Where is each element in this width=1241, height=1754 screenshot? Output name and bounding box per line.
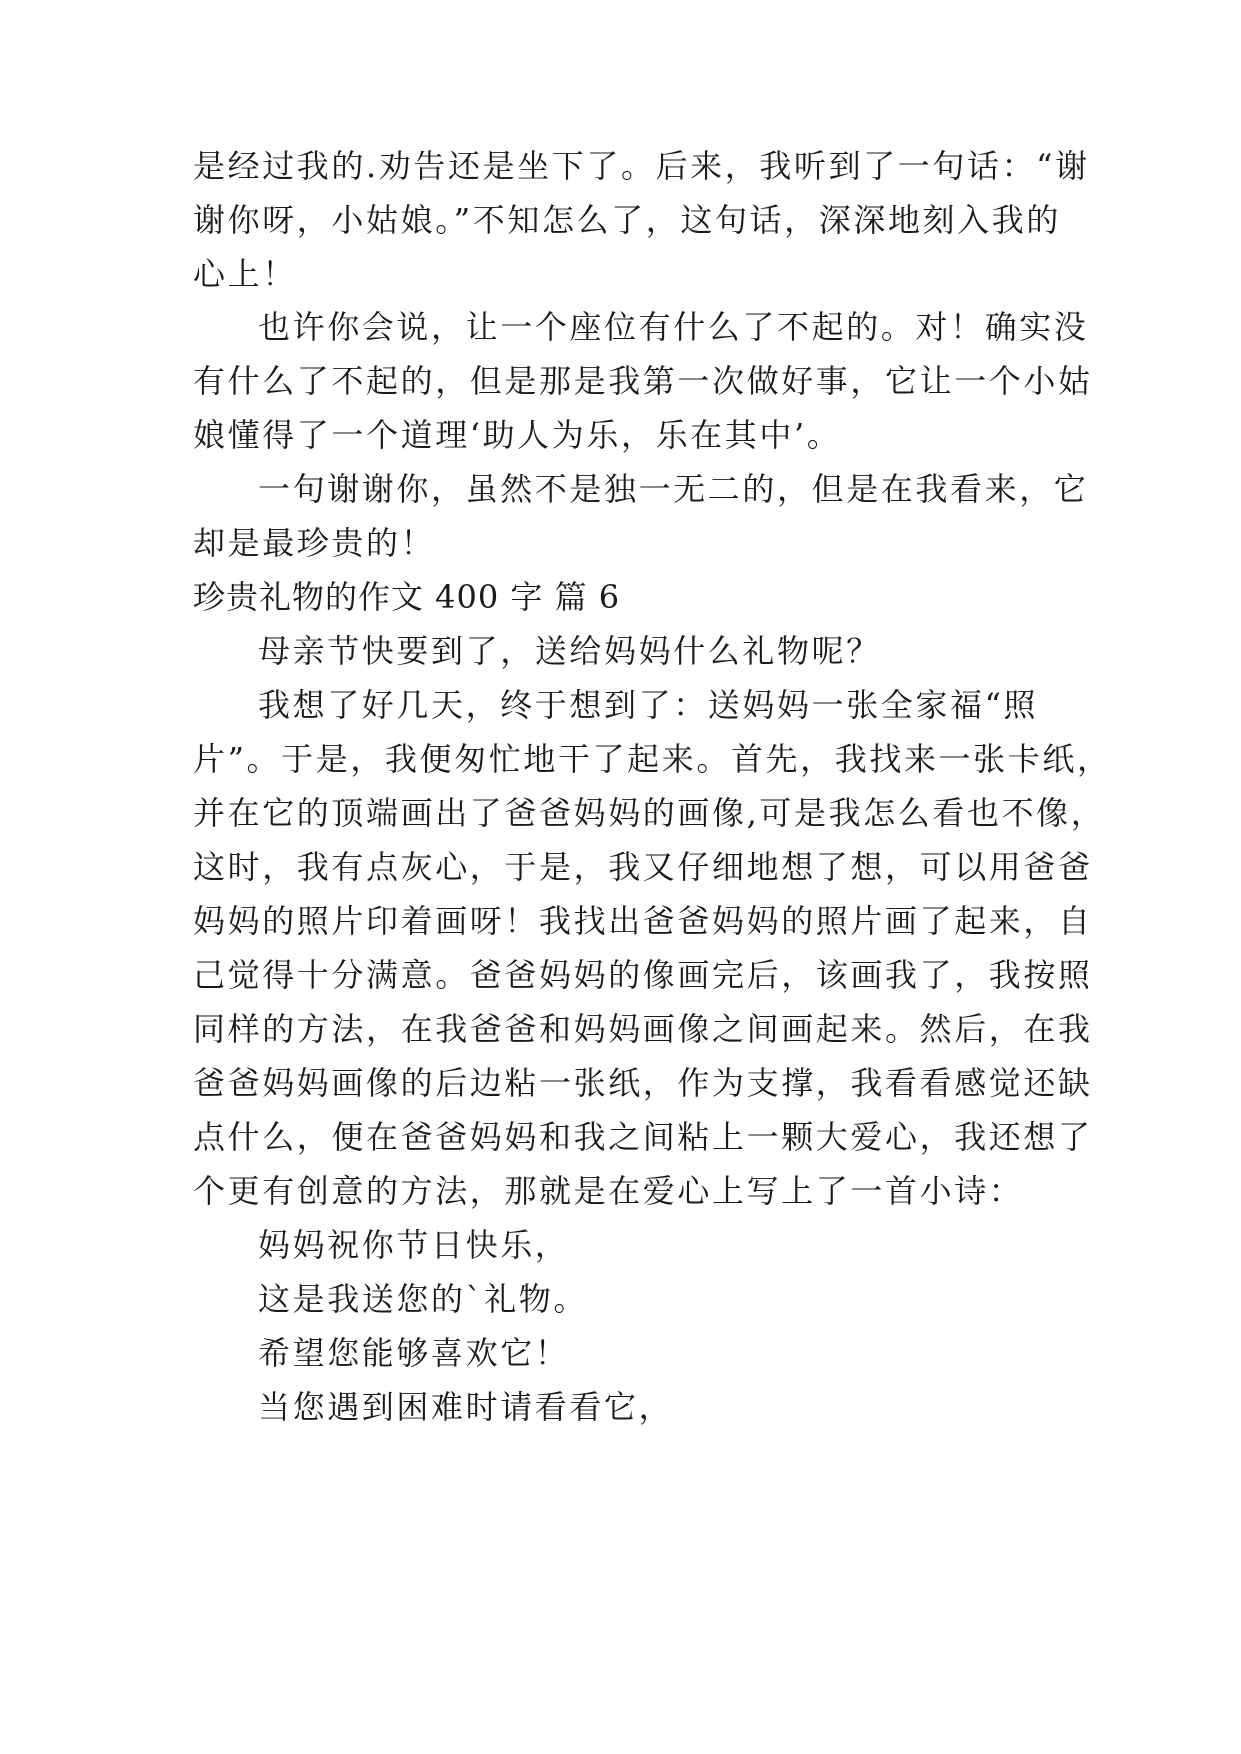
paragraph-line: 点什么，便在爸爸妈妈和我之间粘上一颗大爱心，我还想了 [193, 1118, 1093, 1156]
poem-line: 这是我送您的`礼物。 [258, 1280, 589, 1318]
paragraph-line: 一句谢谢你，虽然不是独一无二的，但是在我看来，它 [258, 470, 1089, 508]
paragraph-line: 母亲节快要到了，送给妈妈什么礼物呢？ [258, 632, 881, 670]
paragraph-line: 也许你会说，让一个座位有什么了不起的。对！确实没 [258, 308, 1089, 346]
paragraph-line: 己觉得十分满意。爸爸妈妈的像画完后，该画我了，我按照 [193, 956, 1093, 994]
paragraph-line: 片”。于是，我便匆忙地干了起来。首先，我找来一张卡纸， [193, 740, 1112, 778]
paragraph-line: 妈妈的照片印着画呀！我找出爸爸妈妈的照片画了起来，自 [193, 902, 1093, 940]
paragraph-line: 娘懂得了一个道理‘助人为乐，乐在其中’。 [193, 416, 842, 454]
paragraph-line: 爸爸妈妈画像的后边粘一张纸，作为支撑，我看看感觉还缺 [193, 1064, 1093, 1102]
paragraph-line: 心上！ [193, 255, 297, 293]
paragraph-line: 是经过我的.劝告还是坐下了。后来，我听到了一句话：“谢 [193, 147, 1090, 185]
paragraph-line: 这时，我有点灰心，于是，我又仔细地想了想，可以用爸爸 [193, 848, 1093, 886]
paragraph-line: 同样的方法，在我爸爸和妈妈画像之间画起来。然后，在我 [193, 1010, 1093, 1048]
poem-line: 妈妈祝你节日快乐， [258, 1226, 570, 1264]
paragraph-line: 个更有创意的方法，那就是在爱心上写上了一首小诗： [193, 1172, 1024, 1210]
poem-line: 当您遇到困难时请看看它， [258, 1388, 674, 1426]
paragraph-line: 谢你呀，小姑娘。”不知怎么了，这句话，深深地刻入我的 [193, 201, 1061, 239]
poem-line: 希望您能够喜欢它！ [258, 1334, 570, 1372]
paragraph-line: 有什么了不起的，但是那是我第一次做好事，它让一个小姑 [193, 362, 1093, 400]
section-heading: 珍贵礼物的作文 400 字 篇 6 [193, 578, 621, 616]
paragraph-line: 却是最珍贵的！ [193, 524, 436, 562]
paragraph-line: 我想了好几天，终于想到了：送妈妈一张全家福“照 [258, 686, 1039, 724]
paragraph-line: 并在它的顶端画出了爸爸妈妈的画像,可是我怎么看也不像， [193, 794, 1106, 832]
